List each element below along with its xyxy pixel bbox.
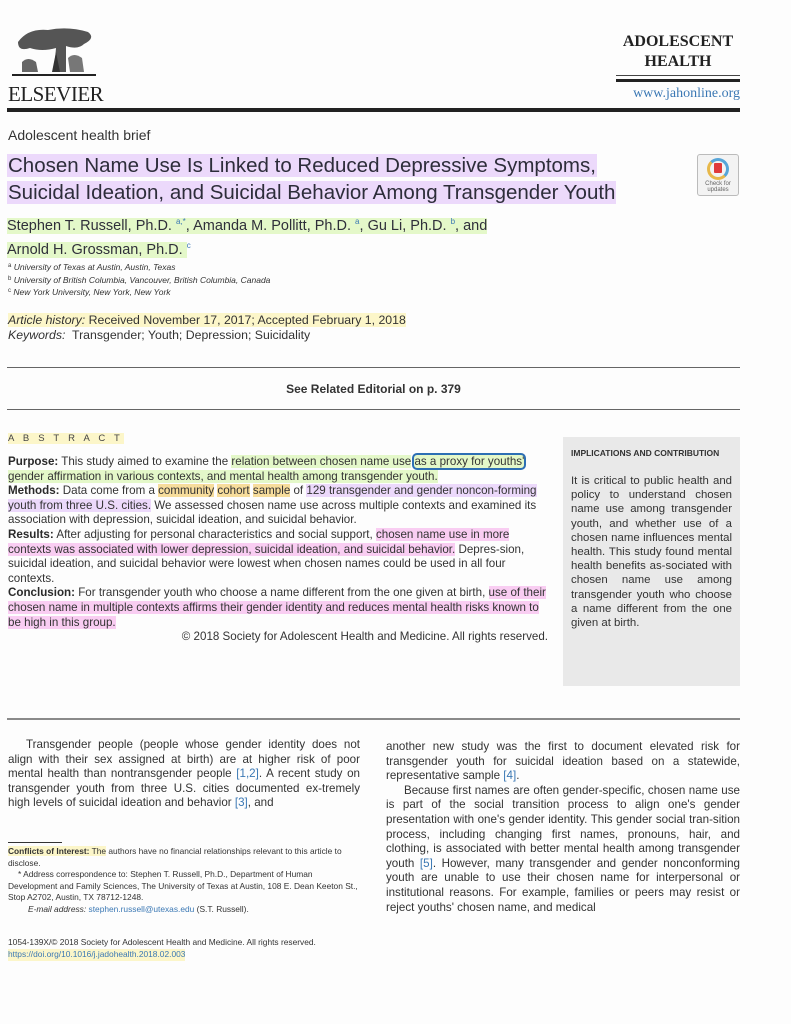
implications-heading: IMPLICATIONS AND CONTRIBUTION — [571, 448, 720, 458]
body-paragraph — [386, 784, 740, 915]
author-affil-marker[interactable]: a — [355, 217, 360, 226]
divider — [7, 718, 740, 720]
author-name[interactable]: Arnold H. Grossman, Ph.D. — [7, 242, 183, 258]
abstract-span: For transgender youth who choose a name different from the one given at birth, — [74, 586, 489, 600]
author-name[interactable]: Stephen T. Russell, Ph.D. — [7, 218, 172, 234]
journal-url-link[interactable]: www.jahonline.org — [633, 86, 740, 101]
keywords-list: Transgender; Youth; Depression; Suicidality — [65, 328, 311, 342]
footnotes — [8, 846, 363, 916]
journal-title — [560, 32, 740, 72]
email-link[interactable]: stephen.russell@utexas.edu — [88, 903, 195, 914]
citation-link[interactable]: [1,2] — [236, 767, 259, 781]
article-title — [7, 152, 637, 206]
header-divider — [7, 108, 740, 112]
citation-link[interactable]: [3] — [234, 796, 248, 810]
body-text: , and — [247, 796, 274, 810]
affiliations — [8, 261, 270, 299]
crossmark-label: Check for updates — [705, 181, 731, 193]
highlight-pink[interactable]: use of their chosen name in multiple contexts affirms their gender identity and reduces mental health risks known to be high in this group. — [8, 586, 546, 629]
check-for-updates-button[interactable] — [697, 154, 739, 196]
crossmark-icon — [707, 158, 729, 180]
body-paragraph — [8, 738, 360, 811]
issn-copyright: 1054-139X/© 2018 Society for Adolescent Health and Medicine. All rights reserved. — [8, 937, 316, 947]
author-name[interactable]: Gu Li, Ph.D. — [367, 218, 447, 234]
abstract-span: We assessed chosen name use across multiple contexts and examined its association with depression, suicidal ideation, and suicidal behavior. — [8, 498, 537, 527]
author-separator: , — [185, 218, 194, 234]
methods-label: Methods: — [8, 484, 60, 498]
author-affil-marker[interactable]: a,* — [176, 217, 186, 226]
keywords — [8, 328, 310, 342]
body-column-left — [8, 738, 360, 811]
highlight-orange[interactable]: sample — [252, 484, 291, 498]
affiliation-text: University of Texas at Austin, Austin, Texas — [13, 262, 176, 272]
affiliation-text: New York University, New York, New York — [13, 287, 171, 297]
affiliation-marker: a — [8, 263, 12, 269]
divider — [7, 367, 740, 368]
implications-box — [563, 437, 740, 686]
history-dates: Received November 17, 2017; Accepted February 1, 2018 — [85, 313, 406, 327]
selected-highlight[interactable]: for youths' — [467, 455, 525, 468]
body-text: . — [516, 769, 520, 783]
body-column-right — [386, 740, 740, 915]
journal-title-line1: ADOLESCENT — [622, 33, 734, 50]
email-suffix: (S.T. Russell). — [194, 903, 249, 914]
journal-title-line2: HEALTH — [644, 53, 712, 70]
journal-rule — [616, 79, 740, 82]
implications-body: It is critical to public health and policy to understand chosen name use among transgender youth, and whether use of a chosen name influences mental health. This study found mental health benefits as-sociated with chosen name use among transgender youth who choose a name different from the one given at birth. — [571, 475, 732, 630]
affiliation-marker: b — [8, 275, 12, 282]
related-editorial-link[interactable]: See Related Editorial on p. 379 — [286, 382, 461, 396]
conclusion-label: Conclusion: — [8, 586, 75, 600]
coi-text: authors have no financial relationships relevant to this article to disclose. — [8, 846, 342, 868]
body-text: . A recent study on transgender youth from three U.S. cities documented ex-tremely high levels of suicidal ideation and behavior — [8, 767, 361, 810]
highlight-orange[interactable]: cohort — [217, 484, 250, 498]
body-paragraph — [386, 740, 740, 784]
affiliation-text: University of British Columbia, Vancouver, British Columbia, Canada — [13, 274, 271, 285]
author-name[interactable]: Amanda M. Pollitt, Ph.D. — [193, 218, 352, 234]
citation-link[interactable]: [4] — [503, 769, 517, 783]
email-line — [8, 904, 363, 916]
abstract-text — [8, 455, 548, 645]
abstract-copyright: © 2018 Society for Adolescent Health and Medicine. All rights reserved. — [181, 630, 548, 644]
selected-highlight[interactable]: as a proxy — [414, 455, 468, 468]
divider — [7, 409, 740, 410]
coi-text: The — [89, 846, 107, 856]
affiliation — [8, 274, 270, 287]
highlight-purple[interactable]: 129 transgender and gender noncon-forming youth from three U.S. cities. — [8, 484, 537, 512]
author-list — [7, 212, 567, 260]
title-line-2: Suicidal Ideation, and Suicidal Behavior Among Transgender Youth — [8, 181, 616, 204]
author-separator: , — [359, 218, 368, 234]
body-text: Transgender people (people whose gender identity does not align with their sex assigned at birth) are at higher risk of poor mental health than nontransgender people — [8, 738, 360, 781]
email-label: E-mail address: — [28, 903, 87, 914]
correspondence: * Address correspondence to: Stephen T. Russell, Ph.D., Department of Human Development and Family Sciences, The University of Texas at Austin, 108 E. Dean Keeton St., Stop A2702, Austin, TX 78712-1248. — [8, 869, 358, 903]
purpose-label: Purpose: — [8, 455, 59, 468]
history-label: Article history: — [8, 313, 86, 327]
affiliation — [8, 286, 270, 299]
author-affil-marker[interactable]: c — [186, 241, 191, 250]
abstract-span: This study aimed to examine the — [58, 455, 232, 468]
results-label: Results: — [8, 527, 54, 541]
keywords-label: Keywords: — [8, 328, 66, 342]
abstract-span: Depres-sion, suicidal ideation, and suicidal behavior were lowest when chosen names could be used in all four contexts. — [8, 542, 525, 585]
title-line-1: Chosen Name Use Is Linked to Reduced Depressive Symptoms, — [8, 154, 596, 177]
highlight-pink[interactable]: chosen name use in more contexts was associated with lower depression, suicidal ideation, and suicidal behavior. — [8, 527, 510, 556]
highlight-orange[interactable]: community — [158, 484, 215, 498]
citation-link[interactable]: [5] — [419, 856, 433, 870]
body-text: another new study was the first to document elevated risk for transgender youth for suicidal ideation based on a statewide, representative sample — [386, 740, 740, 783]
conflicts-of-interest — [8, 846, 363, 869]
article-type: Adolescent health brief — [8, 127, 151, 143]
affiliation — [8, 261, 270, 274]
highlight-green[interactable]: relation between chosen name use — [231, 455, 412, 468]
abstract-span: Data come from a — [59, 484, 159, 498]
publisher-name: ELSEVIER — [8, 82, 104, 106]
highlight-green[interactable]: gender affirmation in various contexts, and mental health among transgender youth. — [8, 469, 438, 483]
abstract-span: After adjusting for personal characteristics and social support, — [53, 527, 376, 541]
author-separator: , and — [455, 218, 488, 234]
doi-link[interactable]: https://doi.org/10.1016/j.jadohealth.2018.02.003 — [8, 949, 186, 959]
coi-label: Conflicts of Interest: — [8, 846, 90, 856]
affiliation-marker: c — [8, 288, 11, 294]
author-affil-marker[interactable]: b — [450, 217, 456, 226]
body-text: . However, many transgender and gender nonconforming youth are unable to use their chosen name for interpersonal or institutional reasons. For example, families or peers may resist or reject youths' chosen name, and medical — [386, 856, 740, 914]
abstract-span: of — [290, 484, 307, 498]
abstract-heading: A B S T R A C T — [8, 433, 124, 444]
body-text: Because first names are often gender-specific, chosen name use is part of the social transition process to align one's gender presentation with one's gender identity. This gender social tran-sition process, including changing first names, pronouns, hair, and clothing, is associated with better mental health among transgender youth — [386, 783, 740, 870]
journal-rule — [616, 75, 740, 76]
footnote-divider — [8, 842, 62, 843]
article-history — [8, 313, 406, 327]
